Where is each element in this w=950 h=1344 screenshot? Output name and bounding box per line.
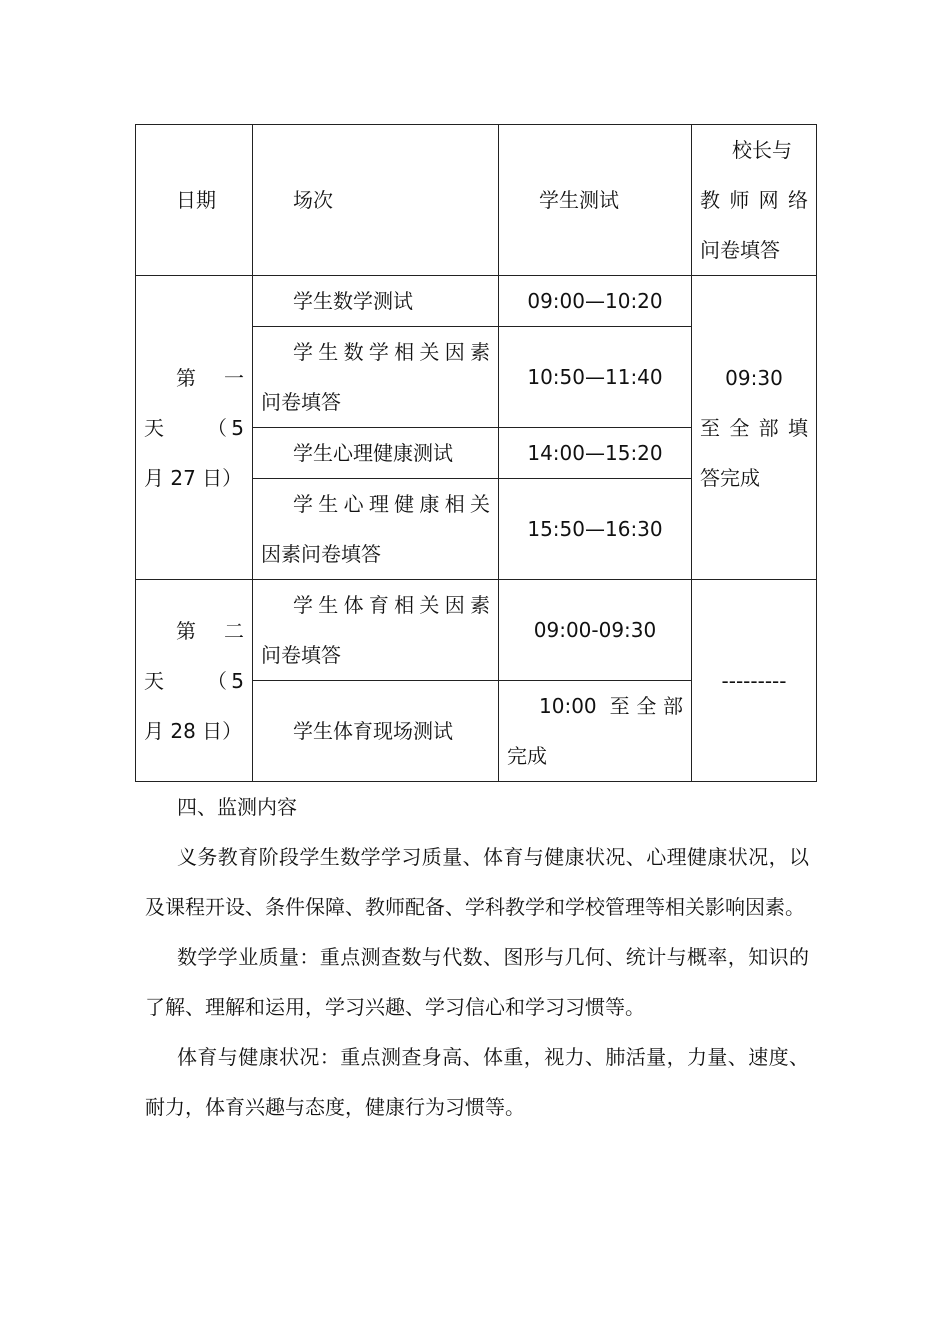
day1-session-2-line1: 学生数学相关因素	[293, 340, 490, 364]
day2-time-2-line1: 10:00 至全部	[539, 694, 683, 718]
day2-session-1-line1: 学生体育相关因素	[293, 593, 490, 617]
header-principal-line1: 校长与	[732, 138, 792, 162]
paragraph-pe-health: 体育与健康状况：重点测查身高、体重，视力、肺活量，力量、速度、耐力，体育兴趣与态度，健康行为习惯等。	[145, 1045, 809, 1119]
table-row	[136, 580, 817, 681]
day1-session-2	[253, 327, 499, 428]
day1-time-2: 10:50—11:40	[499, 327, 692, 428]
day1-time-4: 15:50—16:30	[499, 479, 692, 580]
table-header-row	[136, 125, 817, 276]
monitoring-content-section	[145, 782, 809, 1132]
day1-session-3: 学生心理健康测试	[253, 428, 499, 479]
day1-time-3: 14:00—15:20	[499, 428, 692, 479]
day1-session-4	[253, 479, 499, 580]
day1-principal-line3: 答完成	[700, 465, 760, 490]
day2-time-1: 09:00-09:30	[499, 580, 692, 681]
day1-session-2-line2: 问卷填答	[261, 390, 341, 414]
day1-date-line3: 月 27 日）	[144, 465, 243, 490]
day1-date-line2: 天 （5	[144, 415, 244, 440]
day1-time-1: 09:00—10:20	[499, 276, 692, 327]
day1-session-4-line2: 因素问卷填答	[261, 542, 381, 566]
day2-time-2-line2: 完成	[507, 744, 547, 768]
day2-date-line2: 天 （5	[144, 668, 244, 693]
day1-date-line1: 第 一	[176, 365, 244, 390]
day2-time-2	[499, 681, 692, 782]
header-principal-line3: 问卷填答	[700, 238, 780, 262]
day1-session-4-line1: 学生心理健康相关	[293, 492, 490, 516]
day1-date-cell	[136, 276, 253, 580]
day2-principal-cell: ---------	[692, 580, 817, 782]
section-heading: 四、监测内容	[177, 795, 297, 819]
table-row	[136, 276, 817, 327]
day2-session-1	[253, 580, 499, 681]
day2-date-line1: 第 二	[176, 618, 244, 643]
header-date: 日期	[136, 125, 253, 276]
day2-date-line3: 月 28 日）	[144, 718, 243, 743]
header-session: 场次	[253, 125, 499, 276]
header-principal-teacher	[692, 125, 817, 276]
day1-principal-line1: 09:30	[725, 365, 783, 390]
paragraph-scope: 义务教育阶段学生数学学习质量、体育与健康状况、心理健康状况，以及课程开设、条件保障、教师配备、学科教学和学校管理等相关影响因素。	[145, 845, 809, 919]
header-principal-line2: 教师网络	[700, 188, 808, 212]
day1-session-1: 学生数学测试	[253, 276, 499, 327]
day2-date-cell	[136, 580, 253, 782]
day1-principal-cell	[692, 276, 817, 580]
schedule-table	[135, 124, 817, 782]
header-student-test: 学生测试	[499, 125, 692, 276]
day2-session-1-line2: 问卷填答	[261, 643, 341, 667]
day2-session-2: 学生体育现场测试	[253, 681, 499, 782]
day1-principal-line2: 至全部填	[700, 415, 808, 440]
paragraph-math-quality: 数学学业质量：重点测查数与代数、图形与几何、统计与概率，知识的了解、理解和运用，学习兴趣、学习信心和学习习惯等。	[145, 945, 809, 1019]
